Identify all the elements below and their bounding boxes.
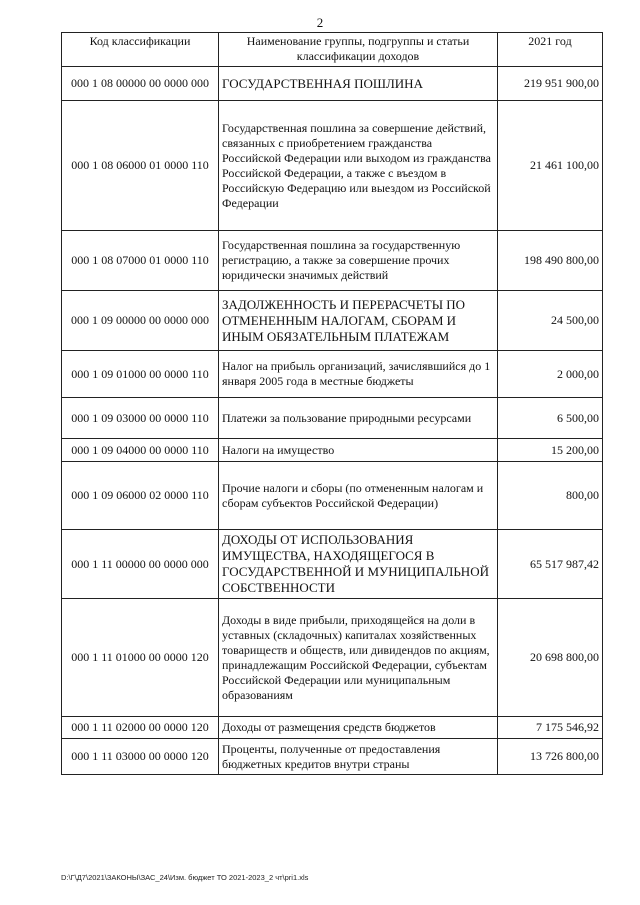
row-name: Налог на прибыль организаций, зачислявшийся до 1 января 2005 года в местные бюджеты (219, 351, 498, 398)
row-code: 000 1 09 00000 00 0000 000 (62, 291, 219, 351)
row-name: Прочие налоги и сборы (по отмененным налогам и сборам субъектов Российской Федерации) (219, 462, 498, 530)
row-amount: 21 461 100,00 (498, 101, 603, 231)
row-name: Проценты, полученные от предоставления бюджетных кредитов внутри страны (219, 739, 498, 775)
row-amount: 15 200,00 (498, 439, 603, 462)
table-row (62, 351, 603, 398)
header-code: Код классификации (62, 33, 219, 67)
row-amount: 20 698 800,00 (498, 599, 603, 717)
table-row (62, 717, 603, 739)
file-path-footer: D:\Г\Д7\2021\ЗАКОНЫ\ЗАС_24\Изм. бюджет ТО 2021-2023_2 чт\pri1.xls (61, 873, 309, 882)
row-code: 000 1 09 06000 02 0000 110 (62, 462, 219, 530)
row-amount: 65 517 987,42 (498, 530, 603, 599)
row-amount: 24 500,00 (498, 291, 603, 351)
row-name: Государственная пошлина за совершение действий, связанных с приобретением гражданства Российской Федерации или выходом из гражданства Российской Федерации, а также с въездом в Российскую Федерацию или выездом из Российской Федерации (219, 101, 498, 231)
row-amount: 800,00 (498, 462, 603, 530)
table-header-row (62, 33, 603, 67)
table-row (62, 101, 603, 231)
row-code: 000 1 11 02000 00 0000 120 (62, 717, 219, 739)
table-row (62, 439, 603, 462)
revenue-classification-table (61, 32, 603, 775)
row-name: Доходы в виде прибыли, приходящейся на доли в уставных (складочных) капиталах хозяйственных товариществ и обществ, или дивидендов по акциям, принадлежащим Российской Федерации, субъектам Российской Федерации или муниципальным образованиям (219, 599, 498, 717)
table-row (62, 231, 603, 291)
row-name: Налоги на имущество (219, 439, 498, 462)
row-amount: 219 951 900,00 (498, 67, 603, 101)
table-row (62, 462, 603, 530)
row-amount: 2 000,00 (498, 351, 603, 398)
table-row (62, 530, 603, 599)
row-amount: 13 726 800,00 (498, 739, 603, 775)
row-name: ЗАДОЛЖЕННОСТЬ И ПЕРЕРАСЧЕТЫ ПО ОТМЕНЕННЫМ НАЛОГАМ, СБОРАМ И ИНЫМ ОБЯЗАТЕЛЬНЫМ ПЛАТЕЖАМ (219, 291, 498, 351)
table-row (62, 398, 603, 439)
header-year: 2021 год (498, 33, 603, 67)
row-name: Доходы от размещения средств бюджетов (219, 717, 498, 739)
row-amount: 198 490 800,00 (498, 231, 603, 291)
row-code: 000 1 09 04000 00 0000 110 (62, 439, 219, 462)
row-amount: 6 500,00 (498, 398, 603, 439)
row-code: 000 1 11 00000 00 0000 000 (62, 530, 219, 599)
row-name: Государственная пошлина за государственную регистрацию, а также за совершение прочих юридически значимых действий (219, 231, 498, 291)
header-name: Наименование группы, подгруппы и статьи классификации доходов (219, 33, 498, 67)
row-code: 000 1 11 03000 00 0000 120 (62, 739, 219, 775)
row-name: Платежи за пользование природными ресурсами (219, 398, 498, 439)
table-row (62, 67, 603, 101)
row-name: ГОСУДАРСТВЕННАЯ ПОШЛИНА (219, 67, 498, 101)
table-row (62, 599, 603, 717)
row-code: 000 1 09 03000 00 0000 110 (62, 398, 219, 439)
row-amount: 7 175 546,92 (498, 717, 603, 739)
page-number: 2 (316, 15, 324, 30)
row-code: 000 1 08 07000 01 0000 110 (62, 231, 219, 291)
row-code: 000 1 11 01000 00 0000 120 (62, 599, 219, 717)
table-row (62, 739, 603, 775)
row-code: 000 1 08 06000 01 0000 110 (62, 101, 219, 231)
row-code: 000 1 09 01000 00 0000 110 (62, 351, 219, 398)
row-name: ДОХОДЫ ОТ ИСПОЛЬЗОВАНИЯ ИМУЩЕСТВА, НАХОДЯЩЕГОСЯ В ГОСУДАРСТВЕННОЙ И МУНИЦИПАЛЬНОЙ СОБСТВЕННОСТИ (219, 530, 498, 599)
table-row (62, 291, 603, 351)
row-code: 000 1 08 00000 00 0000 000 (62, 67, 219, 101)
